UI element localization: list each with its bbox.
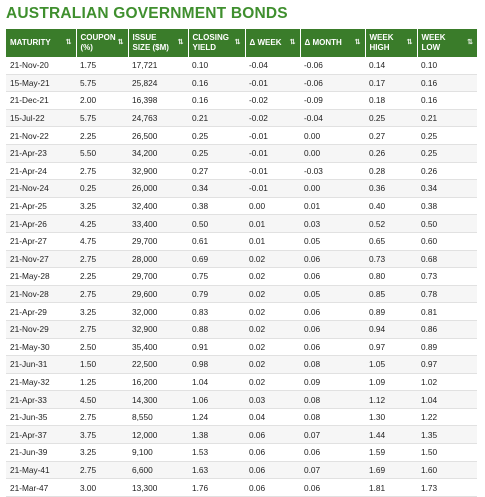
table-cell: 0.06 [300,444,365,462]
table-cell: 0.68 [417,250,477,268]
table-cell: 0.34 [188,180,245,198]
column-header-label [81,33,116,53]
table-cell: 0.01 [300,197,365,215]
table-cell: 0.27 [365,127,417,145]
table-cell: 0.06 [300,479,365,497]
table-cell: 2.75 [76,320,128,338]
table-cell: 3.25 [76,303,128,321]
column-header-label-top: WEEK [369,33,394,42]
column-header-1[interactable] [76,29,128,57]
table-cell: 0.21 [188,109,245,127]
table-cell: 0.78 [417,285,477,303]
table-cell: 5.75 [76,109,128,127]
table-cell: 2.75 [76,461,128,479]
table-cell: 21-Nov-28 [6,285,76,303]
table-row [6,92,477,110]
table-cell: 5.75 [76,74,128,92]
table-cell: 4.50 [76,391,128,409]
table-cell: 0.97 [417,356,477,374]
sort-arrows-icon[interactable]: ⇅ [234,39,241,46]
table-cell: 21-Nov-24 [6,180,76,198]
table-cell: 21-Apr-37 [6,426,76,444]
table-cell: 0.03 [300,215,365,233]
table-cell: 0.25 [188,127,245,145]
table-cell: -0.04 [300,109,365,127]
table-cell: 0.36 [365,180,417,198]
sort-arrows-icon[interactable]: ⇅ [467,39,473,46]
table-cell: 1.53 [188,444,245,462]
table-cell: 0.02 [245,338,300,356]
table-cell: 0.80 [365,268,417,286]
table-cell: 21-Apr-33 [6,391,76,409]
table-cell: 26,000 [128,180,188,198]
table-cell: 0.07 [300,426,365,444]
table-cell: 0.50 [188,215,245,233]
table-cell: -0.01 [245,127,300,145]
table-cell: 1.12 [365,391,417,409]
table-cell: 0.28 [365,162,417,180]
table-cell: 0.79 [188,285,245,303]
table-cell: 1.38 [188,426,245,444]
table-row [6,391,477,409]
table-row [6,303,477,321]
table-cell: -0.01 [245,74,300,92]
table-row [6,373,477,391]
sort-arrows-icon[interactable]: ⇅ [354,39,361,46]
table-cell: -0.02 [245,109,300,127]
table-cell: 21-Nov-29 [6,320,76,338]
table-cell: 0.38 [188,197,245,215]
table-cell: 0.07 [300,461,365,479]
table-cell: 0.02 [245,303,300,321]
column-header-6[interactable] [365,29,417,57]
table-cell: 0.00 [300,144,365,162]
table-cell: 0.81 [417,303,477,321]
sort-arrows-icon[interactable]: ⇅ [117,39,124,46]
table-cell: 14,300 [128,391,188,409]
table-cell: 0.06 [245,479,300,497]
table-cell: 0.91 [188,338,245,356]
table-cell: 32,900 [128,320,188,338]
column-header-label-top: COUPON [80,33,116,42]
table-cell: 0.03 [245,391,300,409]
table-cell: 0.16 [417,74,477,92]
column-header-label [133,33,169,53]
table-cell: 0.17 [365,74,417,92]
table-cell: -0.01 [245,144,300,162]
table-cell: 3.00 [76,479,128,497]
table-cell: 6,600 [128,461,188,479]
column-header-label [422,33,446,53]
table-cell: 1.50 [76,356,128,374]
table-row [6,162,477,180]
table-cell: 0.06 [300,320,365,338]
table-cell: 0.83 [188,303,245,321]
table-row [6,285,477,303]
table-cell: 21-Apr-25 [6,197,76,215]
page-title: AUSTRALIAN GOVERNMENT BONDS [6,5,288,22]
table-cell: 0.04 [245,408,300,426]
table-cell: 1.02 [417,373,477,391]
table-cell: 0.25 [188,144,245,162]
table-row [6,338,477,356]
table-cell: 0.25 [417,144,477,162]
table-row [6,479,477,497]
table-cell: 0.89 [365,303,417,321]
column-header-label-bottom: SIZE ($M) [132,43,169,52]
table-cell: 0.05 [300,285,365,303]
table-cell: 0.01 [245,232,300,250]
table-cell: 21-May-30 [6,338,76,356]
table-cell: 0.40 [365,197,417,215]
table-cell: 12,000 [128,426,188,444]
table-cell: 0.01 [245,215,300,233]
table-cell: 32,900 [128,162,188,180]
table-cell: 0.06 [245,444,300,462]
table-cell: 2.25 [76,268,128,286]
table-cell: 1.04 [188,373,245,391]
table-cell: 0.08 [300,356,365,374]
table-cell: 21-Dec-21 [6,92,76,110]
table-cell: -0.06 [300,57,365,74]
table-cell: 1.44 [365,426,417,444]
table-cell: 21-Nov-20 [6,57,76,74]
table-cell: 0.06 [300,303,365,321]
table-cell: 0.06 [245,461,300,479]
sort-arrows-icon[interactable]: ⇅ [289,39,296,46]
table-cell: 21-Jun-39 [6,444,76,462]
table-cell: 1.06 [188,391,245,409]
table-cell: 0.00 [300,180,365,198]
table-cell: 1.63 [188,461,245,479]
table-cell: 0.09 [300,373,365,391]
table-cell: 0.75 [188,268,245,286]
table-cell: 26,500 [128,127,188,145]
table-header-row [6,29,477,57]
table-cell: 2.00 [76,92,128,110]
table-cell: 0.02 [245,268,300,286]
table-row [6,74,477,92]
table-cell: 34,200 [128,144,188,162]
table-cell: 2.75 [76,250,128,268]
column-header-label-bottom: (%) [80,43,93,52]
table-cell: 2.50 [76,338,128,356]
table-cell: 1.05 [365,356,417,374]
table-cell: 1.69 [365,461,417,479]
table-cell: -0.06 [300,74,365,92]
table-cell: 21-May-28 [6,268,76,286]
table-cell: 2.75 [76,285,128,303]
table-cell: 25,824 [128,74,188,92]
table-row [6,268,477,286]
table-row [6,320,477,338]
table-cell: 0.02 [245,356,300,374]
table-cell: 0.14 [365,57,417,74]
column-header-5[interactable] [300,29,365,57]
column-header-label-top: Δ MONTH [304,38,342,47]
table-row [6,180,477,198]
column-header-label-top: CLOSING [192,33,229,42]
table-row [6,250,477,268]
table-cell: 15-Jul-22 [6,109,76,127]
column-header-label [250,38,282,48]
table-cell: 0.05 [300,232,365,250]
table-cell: 0.08 [300,408,365,426]
sort-arrows-icon[interactable]: ⇅ [65,39,72,46]
table-cell: 1.76 [188,479,245,497]
table-cell: 0.94 [365,320,417,338]
table-cell: 21-May-32 [6,373,76,391]
table-row [6,197,477,215]
table-cell: 0.16 [188,92,245,110]
table-cell: 1.25 [76,373,128,391]
table-cell: 0.26 [365,144,417,162]
table-cell: -0.01 [245,180,300,198]
table-row [6,461,477,479]
table-cell: 0.52 [365,215,417,233]
table-cell: 1.59 [365,444,417,462]
table-cell: 0.00 [245,197,300,215]
table-cell: 28,000 [128,250,188,268]
table-cell: 0.06 [300,268,365,286]
table-cell: 0.73 [365,250,417,268]
table-cell: 22,500 [128,356,188,374]
table-cell: 0.21 [417,109,477,127]
table-cell: 21-Jun-35 [6,408,76,426]
table-row [6,127,477,145]
table-cell: 1.22 [417,408,477,426]
table-cell: 0.98 [188,356,245,374]
table-row [6,232,477,250]
table-cell: 3.75 [76,426,128,444]
table-body [6,57,477,496]
table-row [6,57,477,74]
column-header-2[interactable] [128,29,188,57]
column-header-0[interactable] [6,29,76,57]
column-header-3[interactable] [188,29,245,57]
table-row [6,215,477,233]
table-cell: 0.27 [188,162,245,180]
table-cell: 0.16 [417,92,477,110]
table-cell: 8,550 [128,408,188,426]
table-cell: 0.61 [188,232,245,250]
table-cell: 1.24 [188,408,245,426]
table-cell: 0.34 [417,180,477,198]
table-cell: 3.25 [76,444,128,462]
table-cell: 1.75 [76,57,128,74]
column-header-label [370,33,394,53]
table-cell: 21-May-41 [6,461,76,479]
column-header-label-top: MATURITY [10,38,51,47]
table-cell: 0.08 [300,391,365,409]
column-header-label-bottom: LOW [421,43,441,52]
table-cell: 0.69 [188,250,245,268]
table-cell: 2.75 [76,162,128,180]
table-cell: 0.88 [188,320,245,338]
table-cell: 2.75 [76,408,128,426]
table-cell: 0.10 [417,57,477,74]
table-cell: 0.06 [300,250,365,268]
sort-arrows-icon[interactable]: ⇅ [406,39,413,46]
table-cell: 9,100 [128,444,188,462]
column-header-label-top: WEEK [421,33,446,42]
table-cell: 17,721 [128,57,188,74]
table-cell: 0.73 [417,268,477,286]
table-cell: 0.26 [417,162,477,180]
column-header-4[interactable] [245,29,300,57]
table-cell: 0.18 [365,92,417,110]
table-cell: 1.30 [365,408,417,426]
table-cell: 21-Nov-27 [6,250,76,268]
column-header-label-bottom: YIELD [192,43,217,52]
table-row [6,426,477,444]
table-cell: 21-Apr-24 [6,162,76,180]
table-cell: 0.25 [76,180,128,198]
table-cell: 0.97 [365,338,417,356]
column-header-label-top: ISSUE [132,33,157,42]
table-row [6,144,477,162]
table-cell: 32,400 [128,197,188,215]
table-cell: 0.06 [300,338,365,356]
table-cell: 2.25 [76,127,128,145]
table-row [6,408,477,426]
table-cell: 24,763 [128,109,188,127]
table-cell: 1.60 [417,461,477,479]
table-cell: 4.75 [76,232,128,250]
column-header-label [193,33,229,53]
table-cell: 21-Apr-27 [6,232,76,250]
table-cell: -0.02 [245,92,300,110]
table-cell: 0.25 [365,109,417,127]
table-cell: 1.81 [365,479,417,497]
table-cell: 0.25 [417,127,477,145]
table-cell: 4.25 [76,215,128,233]
table-cell: 29,700 [128,232,188,250]
column-header-label [10,38,51,48]
table-cell: 21-Apr-26 [6,215,76,233]
table-cell: 0.89 [417,338,477,356]
table-cell: 21-Nov-22 [6,127,76,145]
table-cell: 21-Jun-31 [6,356,76,374]
table-cell: 0.02 [245,285,300,303]
table-cell: 0.02 [245,373,300,391]
table-cell: 1.50 [417,444,477,462]
table-cell: 35,400 [128,338,188,356]
table-cell: 32,000 [128,303,188,321]
table-cell: 16,200 [128,373,188,391]
table-cell: 33,400 [128,215,188,233]
bonds-table [6,29,477,497]
table-cell: 0.38 [417,197,477,215]
table-cell: 0.50 [417,215,477,233]
table-cell: 1.09 [365,373,417,391]
table-cell: 0.65 [365,232,417,250]
table-cell: 0.10 [188,57,245,74]
table-cell: 0.16 [188,74,245,92]
table-cell: 0.06 [245,426,300,444]
column-header-7[interactable] [417,29,477,57]
column-header-label-top: Δ WEEK [249,38,282,47]
table-cell: 15-May-21 [6,74,76,92]
table-row [6,444,477,462]
table-cell: 0.02 [245,250,300,268]
table-cell: 29,700 [128,268,188,286]
table-cell: 13,300 [128,479,188,497]
table-row [6,356,477,374]
table-cell: 1.73 [417,479,477,497]
table-cell: 0.60 [417,232,477,250]
table-cell: 21-Apr-23 [6,144,76,162]
table-cell: -0.01 [245,162,300,180]
sort-arrows-icon[interactable]: ⇅ [177,39,184,46]
table-cell: 5.50 [76,144,128,162]
table-cell: 0.02 [245,320,300,338]
table-row [6,109,477,127]
column-header-label-bottom: HIGH [369,43,390,52]
table-cell: -0.09 [300,92,365,110]
table-cell: -0.03 [300,162,365,180]
table-cell: 21-Apr-29 [6,303,76,321]
table-cell: 1.04 [417,391,477,409]
table-cell: -0.04 [245,57,300,74]
column-header-label [305,38,342,48]
table-cell: 16,398 [128,92,188,110]
table-cell: 0.86 [417,320,477,338]
table-cell: 0.00 [300,127,365,145]
table-cell: 21-Mar-47 [6,479,76,497]
table-cell: 1.35 [417,426,477,444]
table-cell: 3.25 [76,197,128,215]
table-cell: 29,600 [128,285,188,303]
table-cell: 0.85 [365,285,417,303]
